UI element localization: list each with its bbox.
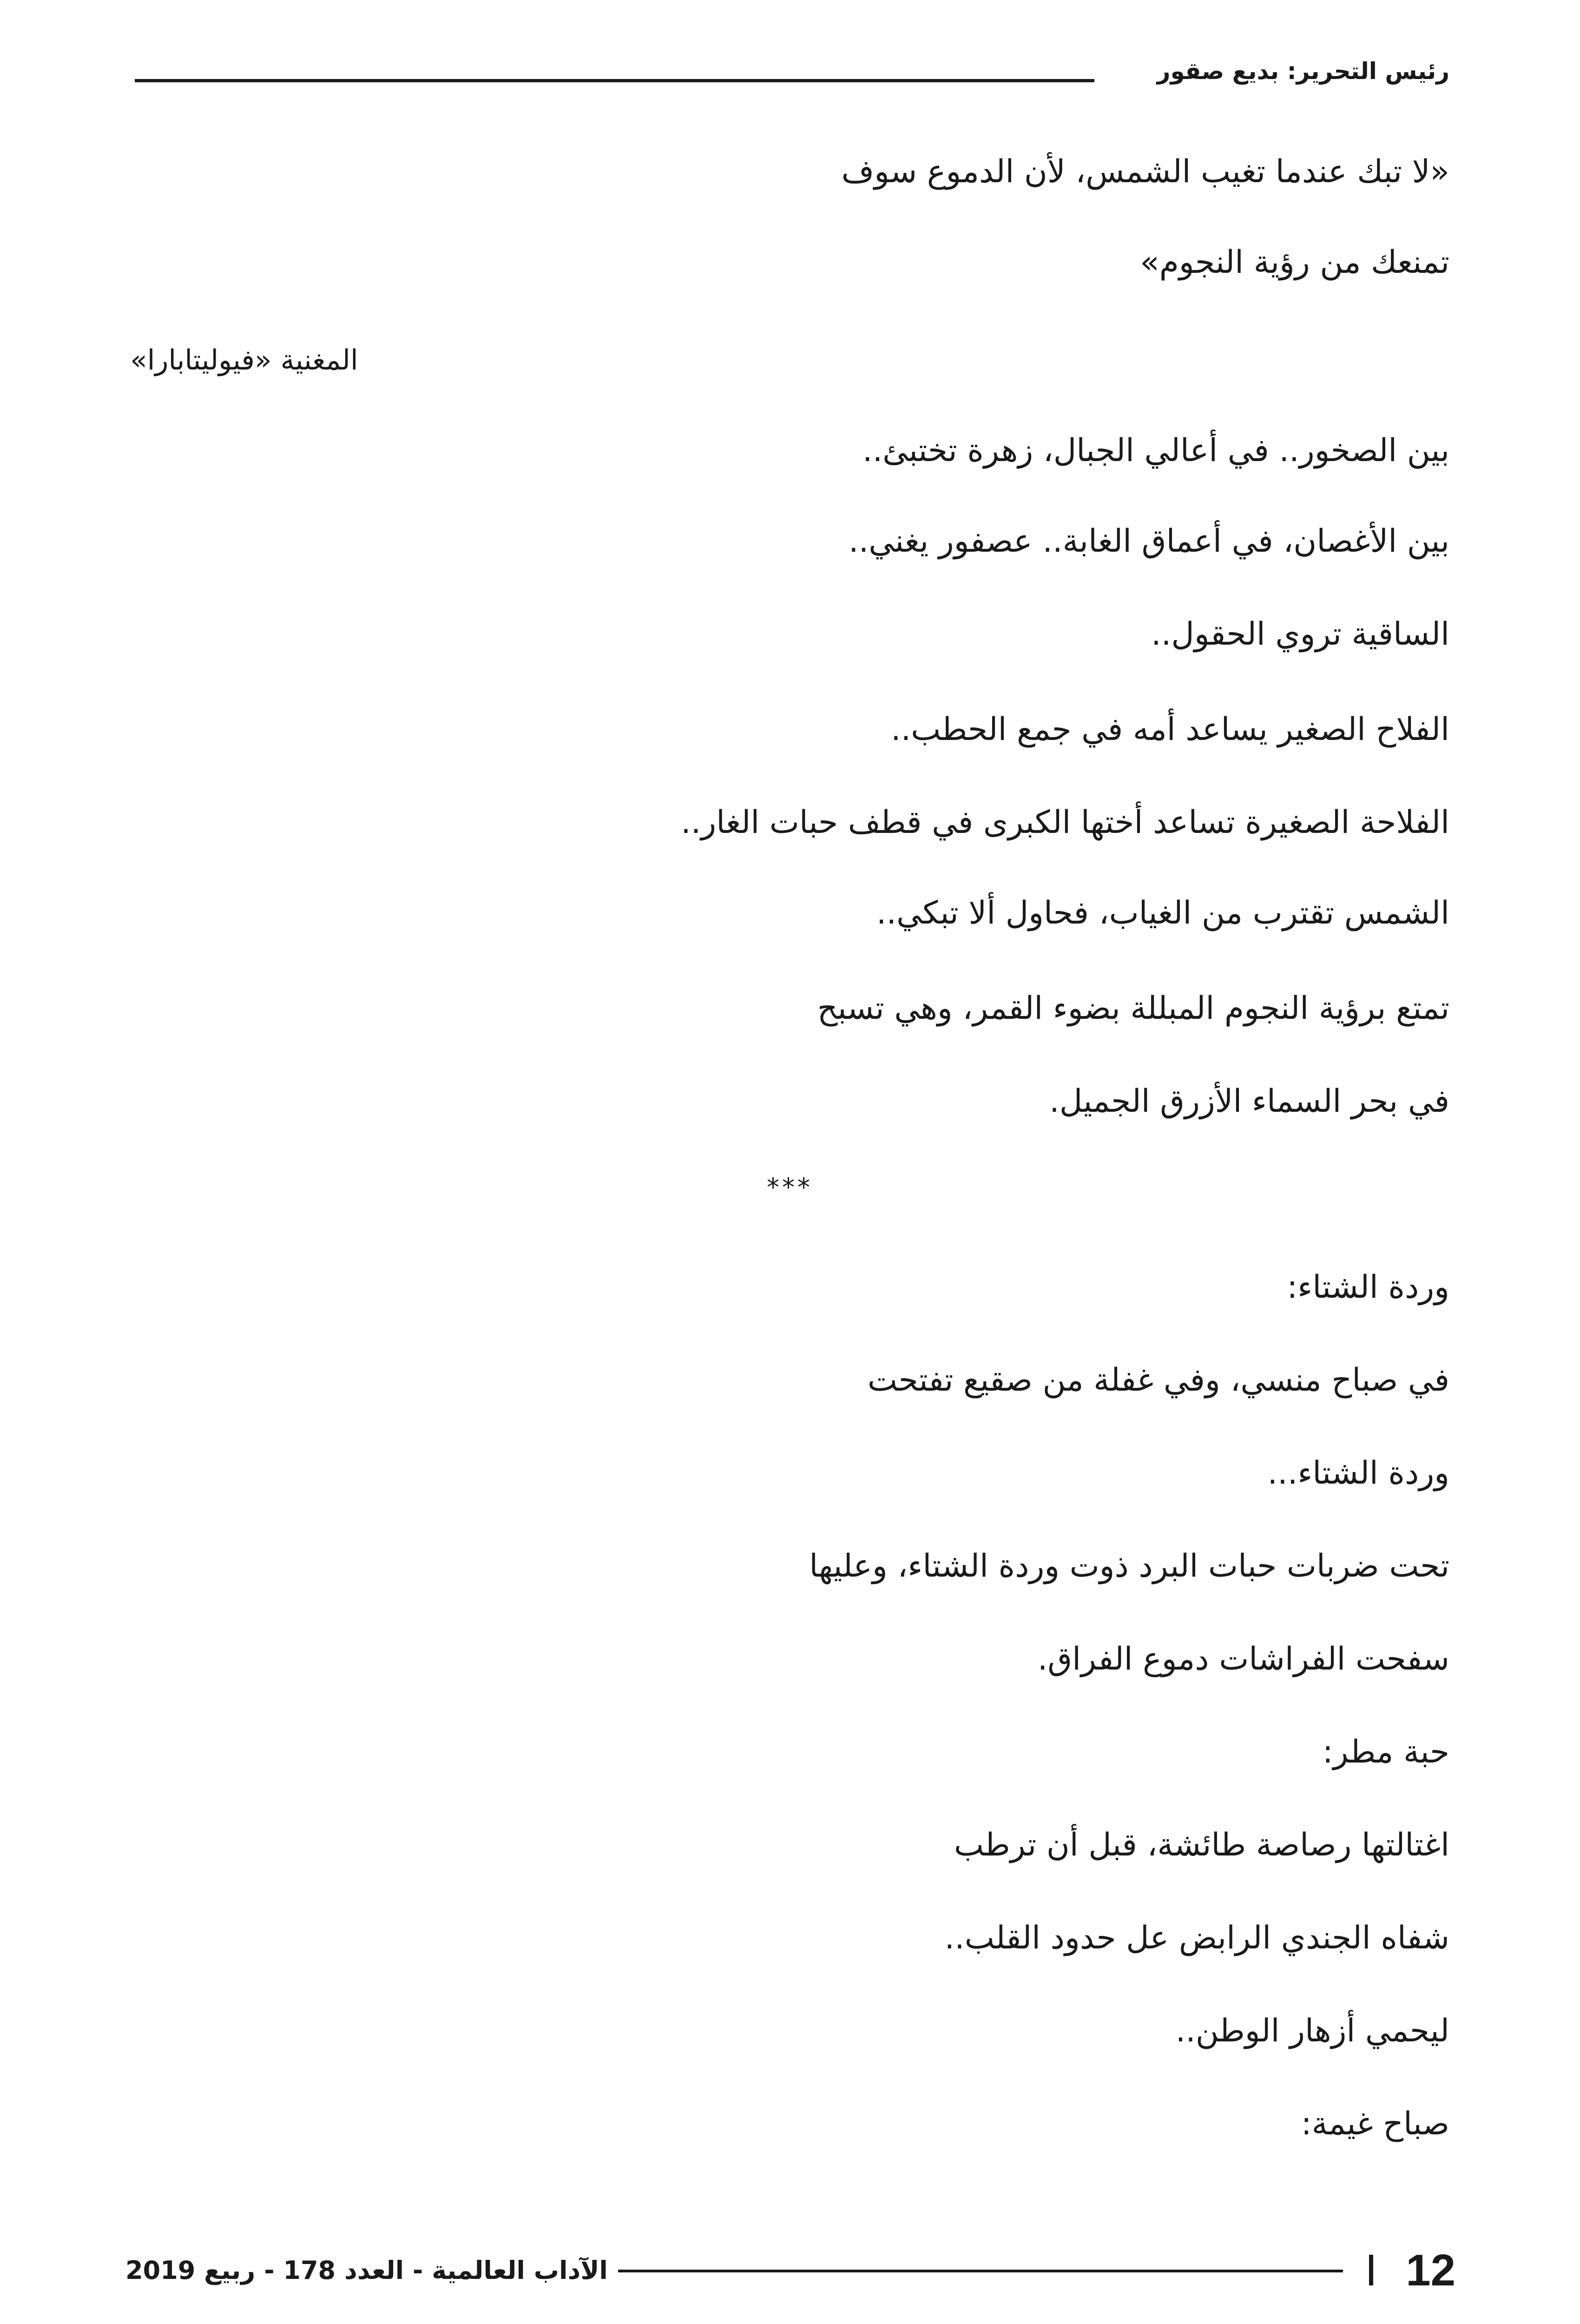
journal-issue-label: الآداب العالمية - العدد 178 - ربيع 2019 — [125, 2256, 608, 2285]
text-line: تحت ضربات حبات البرد ذوت وردة الشتاء، وعليها — [809, 1548, 1449, 1585]
text-line: سفحت الفراشات دموع الفراق. — [1037, 1641, 1449, 1677]
quote-attribution: المغنية «فيوليتابارا» — [130, 344, 358, 376]
text-line: في بحر السماء الأزرق الجميل. — [1049, 1083, 1449, 1120]
section-heading: صباح غيمة: — [1301, 2106, 1449, 2142]
text-line: ليحمي أزهار الوطن.. — [1175, 2013, 1449, 2049]
text-line: بين الصخور.. في أعالي الجبال، زهرة تختبئ.. — [862, 432, 1449, 469]
header-editor-credit: رئيس التحرير: بديع صقور — [1157, 58, 1449, 85]
text-line: تمنعك من رؤية النجوم» — [1140, 244, 1449, 281]
text-line: شفاه الجندي الرابض عل حدود القلب.. — [944, 1920, 1449, 1956]
text-line: وردة الشتاء... — [1267, 1455, 1449, 1492]
text-line: تمتع برؤية النجوم المبللة بضوء القمر، وهي تسبح — [817, 990, 1449, 1027]
text-line: الفلاح الصغير يساعد أمه في جمع الحطب.. — [891, 711, 1449, 748]
header-rule — [135, 79, 1094, 82]
text-line: «لا تبك عندما تغيب الشمس، لأن الدموع سوف — [841, 153, 1449, 190]
section-heading: حبة مطر: — [1322, 1734, 1449, 1770]
footer-divider-bar — [1369, 2255, 1373, 2285]
text-line: اغتالتها رصاصة طائشة، قبل أن ترطب — [954, 1827, 1449, 1863]
text-line: بين الأغصان، في أعماق الغابة.. عصفور يغني.. — [849, 523, 1449, 560]
section-heading: وردة الشتاء: — [1287, 1269, 1449, 1306]
text-line: الساقية تروي الحقول.. — [1151, 616, 1449, 653]
text-line: الشمس تقترب من الغياب، فحاول ألا تبكي.. — [876, 895, 1449, 931]
page-footer — [0, 2243, 1580, 2298]
text-line: في صباح منسي، وفي غفلة من صقيع تفتحت — [867, 1362, 1449, 1399]
section-separator: *** — [767, 1173, 813, 1202]
text-line: الفلاحة الصغيرة تساعد أختها الكبرى في قطف حبات الغار.. — [681, 804, 1449, 841]
page-number: 12 — [1406, 2245, 1455, 2295]
footer-rule — [618, 2270, 1343, 2272]
